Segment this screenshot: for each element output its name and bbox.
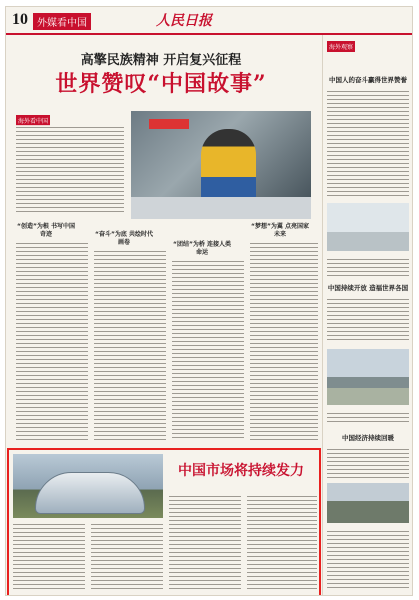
subhead-1: “创造”为根 书写中国奇迹: [17, 223, 75, 238]
highlight-text-2: [91, 522, 163, 592]
sidebar-story4-text: [327, 529, 409, 589]
highlight-headline: 中国市场将持续发力: [178, 463, 304, 479]
highlighted-article[interactable]: [7, 448, 321, 596]
main-kicker: 高擎民族精神 开启复兴征程: [80, 53, 242, 68]
text-column-1: [16, 241, 88, 441]
masthead-logo: 人民日报: [156, 13, 212, 29]
stadium-dome: [35, 472, 145, 514]
section-label: 外媒看中国: [33, 13, 91, 30]
stadium-photo: [13, 454, 163, 518]
lead-paragraph: [16, 125, 124, 213]
sidebar-caption-2: [327, 411, 409, 425]
page-number: 10: [12, 11, 28, 28]
subhead-2: “奋斗”为底 共绘时代画卷: [95, 231, 153, 246]
photo-workbench: [131, 197, 311, 219]
main-photo: [131, 111, 311, 219]
sidebar-story3-title: 中国经济持续回暖: [342, 434, 394, 442]
sidebar-photo-1: [327, 203, 409, 251]
highlight-text-4: [247, 494, 317, 592]
subhead-3: “团结”为桥 连接人类命运: [173, 241, 231, 256]
main-headline: 世界赞叹“中国故事”: [55, 71, 267, 97]
sidebar-tag: 海外观察: [327, 41, 355, 52]
sidebar-story2-text: [327, 297, 409, 343]
newspaper-page: [5, 6, 413, 596]
text-column-3: [172, 259, 244, 441]
highlight-text-3: [169, 494, 241, 592]
text-column-2: [94, 249, 166, 441]
sidebar-story2-title: 中国持续开放 造福世界各国: [327, 284, 409, 292]
sidebar: [322, 35, 411, 595]
sidebar-photo-2: [327, 349, 409, 405]
page-header: [6, 7, 412, 35]
subhead-4: “梦想”为翼 点亮国家未来: [251, 223, 309, 238]
highlight-text-1: [13, 522, 85, 592]
sidebar-story1-text: [327, 89, 409, 199]
main-tag: 海外看中国: [16, 115, 50, 126]
text-column-4: [250, 241, 318, 441]
sidebar-story3-text: [327, 447, 409, 479]
sidebar-photo-3: [327, 483, 409, 523]
sidebar-caption-1: [327, 257, 409, 277]
sidebar-story1-title: 中国人的奋斗赢得世界赞誉: [329, 76, 407, 84]
photo-sign: [149, 119, 189, 129]
